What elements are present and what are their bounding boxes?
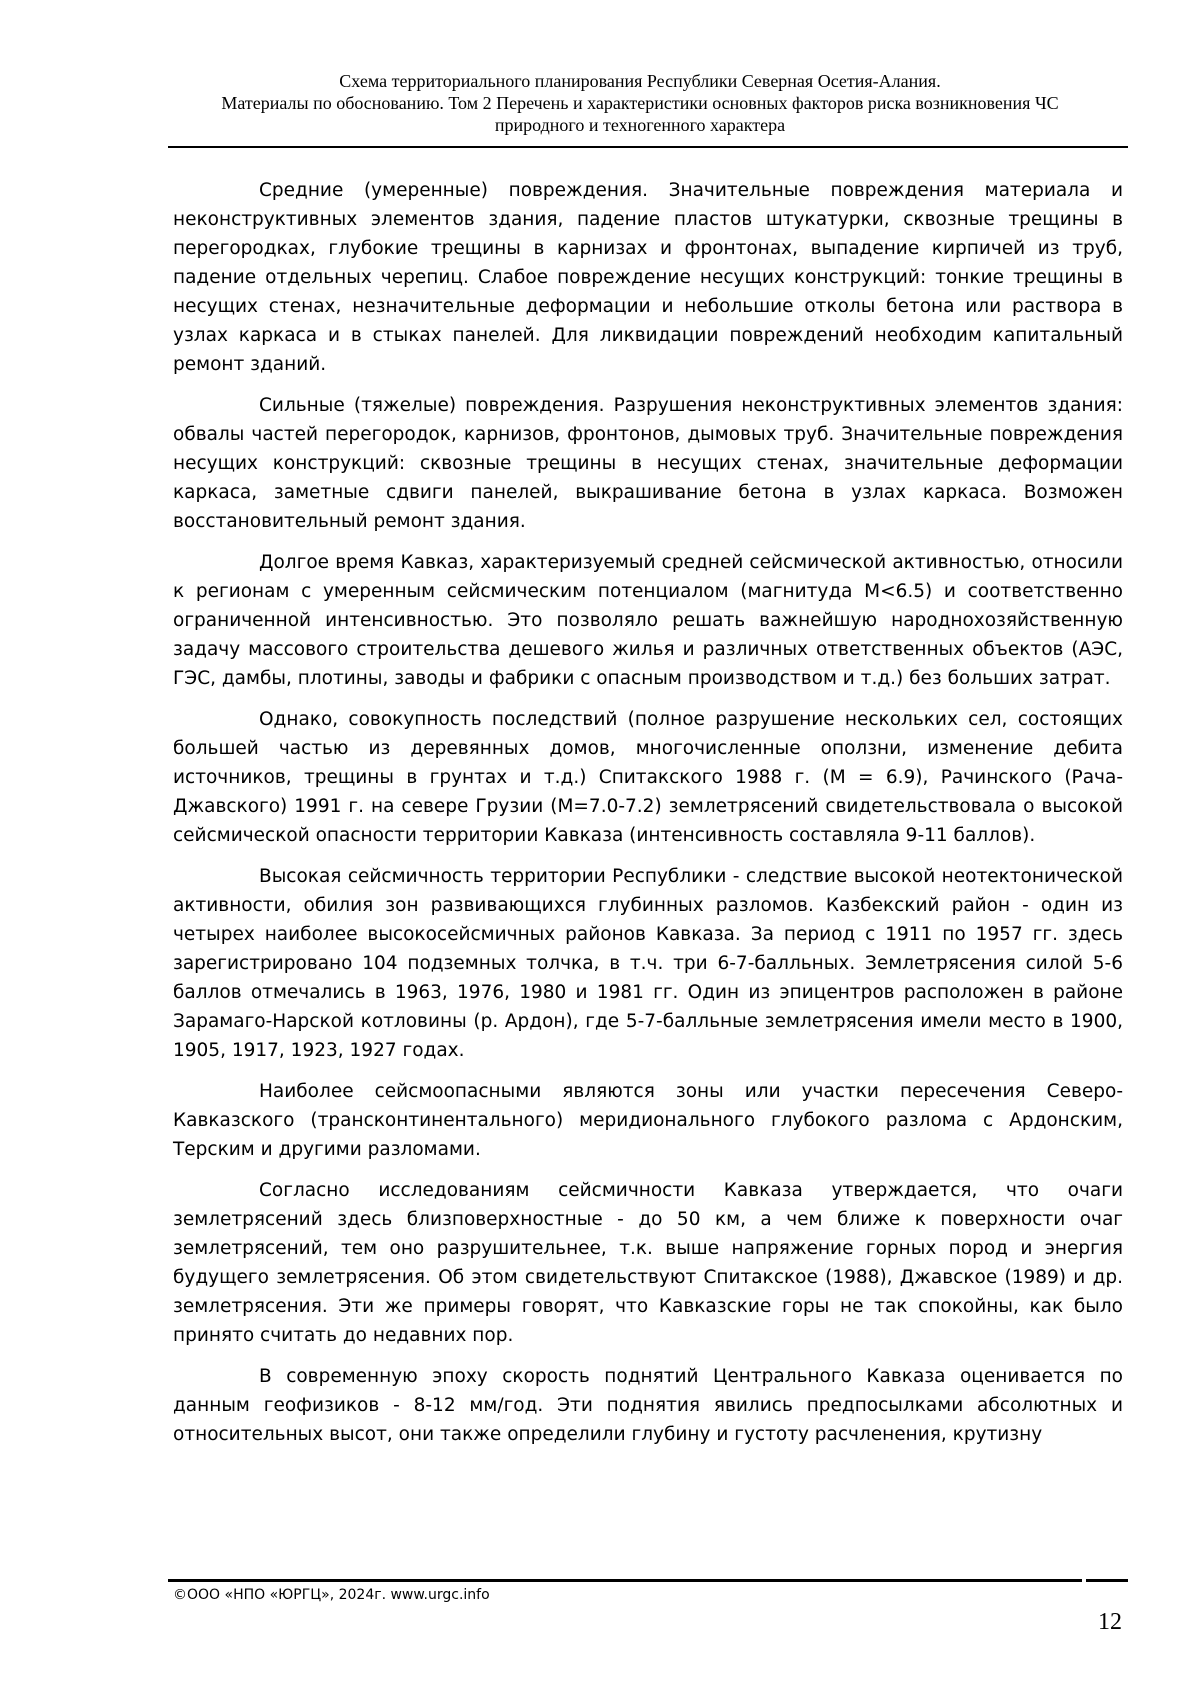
header-line-2: Материалы по обоснованию. Том 2 Перечень и характеристики основных факторов риска возникновения ЧС [221, 93, 1059, 113]
paragraph-caucasus-seismic-history: Долгое время Кавказ, характеризуемый средней сейсмической активностью, относили к регионам с умеренным сейсмическим потенциалом (магнитуда M<6.5) и соответственно ограниченной интенсивностью. Это позволяло решать важнейшую народнохозяйственную задачу массового строительства дешевого жилья и различных ответственных объектов (АЭС, ГЭС, дамбы, плотины, заводы и фабрики с опасным производством и т.д.) без больших затрат. [173, 552, 1123, 689]
footer-divider [168, 1579, 1128, 1582]
header-divider [168, 146, 1128, 148]
page-number: 12 [1098, 1609, 1122, 1635]
paragraph-uplift-rate: В современную эпоху скорость поднятий Центрального Кавказа оценивается по данным геофизиков - 8-12 мм/год. Эти поднятия явились предпосылками абсолютных и относительных высот, они также определили глубину и густоту расчленения, крутизну [173, 1366, 1123, 1445]
running-header [160, 70, 1120, 136]
paragraph-dangerous-zones: Наиболее сейсмоопасными являются зоны или участки пересечения Северо-Кавказского (трансконтинентального) меридионального глубокого разлома с Ардонским, Терским и другими разломами. [173, 1081, 1123, 1160]
header-line-1: Схема территориального планирования Республики Северная Осетия-Алания. [339, 71, 941, 91]
body-text [173, 176, 1123, 1461]
header-line-3: природного и техногенного характера [494, 115, 786, 135]
paragraph-earthquake-consequences: Однако, совокупность последствий (полное разрушение нескольких сел, состоящих большей частью из деревянных домов, многочисленные оползни, изменение дебита источников, трещины в грунтах и т.д.) Спитакского 1988 г. (M = 6.9), Рачинского (Рача-Джавского) 1991 г. на севере Грузии (M=7.0-7.2) землетрясений свидетельствовала о высокой сейсмической опасности территории Кавказа (интенсивность составляла 9-11 баллов). [173, 709, 1123, 846]
paragraph-severe-damage: Сильные (тяжелые) повреждения. Разрушения неконструктивных элементов здания: обвалы частей перегородок, карнизов, фронтонов, дымовых труб. Значительные повреждения несущих конструкций: сквозные трещины в несущих стенах, значительные деформации каркаса, заметные сдвиги панелей, выкрашивание бетона в узлах каркаса. Возможен восстановительный ремонт здания. [173, 395, 1123, 532]
paragraph-republic-seismicity: Высокая сейсмичность территории Республики - следствие высокой неотектонической активности, обилия зон развивающихся глубинных разломов. Казбекский район - один из четырех наиболее высокосейсмичных районов Кавказа. За период с 1911 по 1957 гг. здесь зарегистрировано 104 подземных толчка, в т.ч. три 6-7-балльных. Землетрясения силой 5-6 баллов отмечались в 1963, 1976, 1980 и 1981 гг. Один из эпицентров расположен в районе Зарамаго-Нарской котловины (р. Ардон), где 5-7-балльные землетрясения имели место в 1900, 1905, 1917, 1923, 1927 годах. [173, 866, 1123, 1061]
footer-divider-gap [1082, 1577, 1086, 1583]
footer-copyright: ©ООО «НПО «ЮРГЦ», 2024г. www.urgc.info [173, 1587, 490, 1603]
paragraph-moderate-damage: Средние (умеренные) повреждения. Значительные повреждения материала и неконструктивных элементов здания, падение пластов штукатурки, сквозные трещины в перегородках, глубокие трещины в карнизах и фронтонах, выпадение кирпичей из труб, падение отдельных черепиц. Слабое повреждение несущих конструкций: тонкие трещины в несущих стенах, незначительные деформации и небольшие отколы бетона или раствора в узлах каркаса и в стыках панелей. Для ликвидации повреждений необходим капитальный ремонт зданий. [173, 180, 1123, 375]
paragraph-focal-depth: Согласно исследованиям сейсмичности Кавказа утверждается, что очаги землетрясений здесь близповерхностные - до 50 км, а чем ближе к поверхности очаг землетрясений, тем оно разрушительнее, т.к. выше напряжение горных пород и энергия будущего землетрясения. Об этом свидетельствуют Спитакское (1988), Джавское (1989) и др. землетрясения. Эти же примеры говорят, что Кавказские горы не так спокойны, как было принято считать до недавних пор. [173, 1180, 1123, 1346]
